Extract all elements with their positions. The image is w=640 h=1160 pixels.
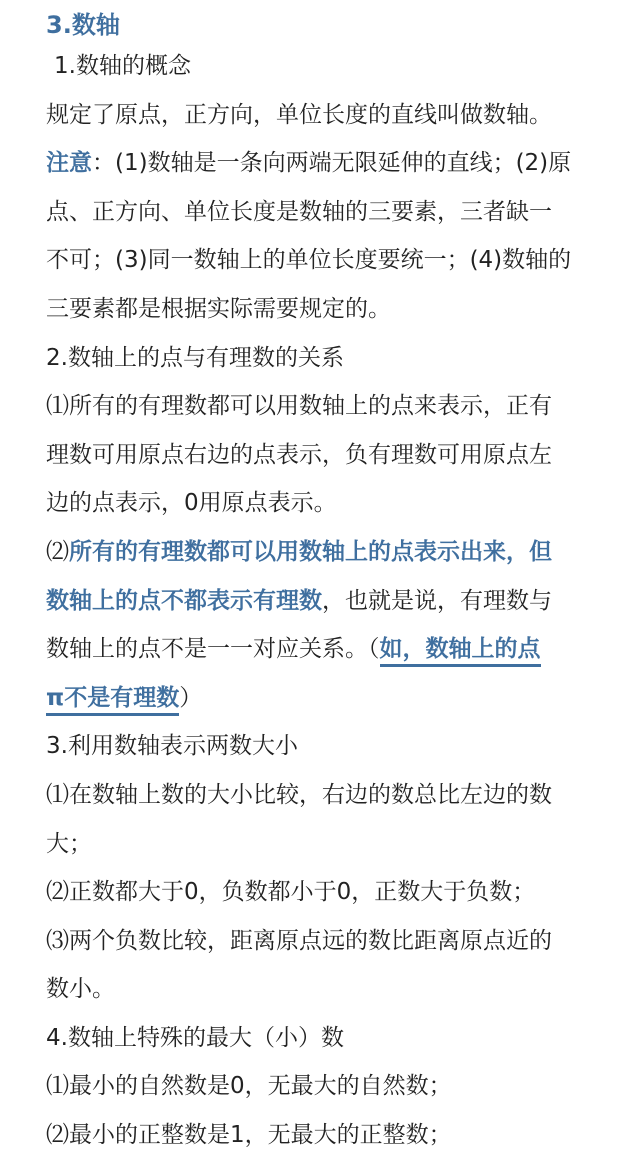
note-text: ：(1)数轴是一条向两端无限延伸的直线；(2)原	[92, 150, 572, 177]
definition-text: 规定了原点，正方向，单位长度的直线叫做数轴。	[46, 101, 552, 128]
underlined-highlight: π不是有理数	[46, 685, 179, 716]
paragraph-line	[46, 577, 610, 626]
item-number: ⑵	[46, 538, 69, 565]
paragraph-line: ⑴在数轴上数的大小比较，右边的数总比左边的数	[46, 781, 552, 808]
paragraph-line	[46, 625, 610, 674]
highlighted-text: 所有的有理数都可以用数轴上的点表示出来，但	[69, 538, 552, 565]
plain-text: 数轴上的点不是一一对应关系。（	[46, 636, 380, 663]
paragraph-line	[46, 528, 610, 577]
paragraph-line	[46, 674, 610, 723]
paragraph-line: ⑴所有的有理数都可以用数轴上的点来表示，正有	[46, 393, 552, 420]
plain-text: ，也就是说，有理数与	[322, 587, 552, 614]
paragraph-line: ⑴最小的自然数是0，无最大的自然数；	[46, 1073, 452, 1100]
note-line: 点、正方向、单位长度是数轴的三要素，三者缺一	[46, 198, 552, 225]
subsection-title-concept: 1.数轴的概念	[54, 53, 191, 79]
paragraph-line: ⑵最小的正整数是1，无最大的正整数；	[46, 1122, 452, 1149]
note-line: 不可；(3)同一数轴上的单位长度要统一；(4)数轴的	[46, 247, 572, 274]
highlighted-text: 数轴上的点不都表示有理数	[46, 587, 322, 614]
paragraph-line: ⑵正数都大于0，负数都小于0，正数大于负数；	[46, 879, 536, 906]
note-label: 注意	[46, 150, 92, 177]
paragraph-line: 边的点表示，0用原点表示。	[46, 490, 337, 517]
subsection-title-compare: 3.利用数轴表示两数大小	[46, 733, 298, 760]
paragraph-line: ⑶两个负数比较，距离原点远的数比距离原点近的	[46, 927, 552, 954]
subsection-title-special: 4.数轴上特殊的最大（小）数	[46, 1024, 344, 1051]
underlined-highlight: 如，数轴上的点	[380, 636, 541, 667]
subsection-title-relation: 2.数轴上的点与有理数的关系	[46, 344, 344, 371]
paragraph-line: 大；	[46, 830, 92, 857]
plain-text: ）	[179, 684, 203, 711]
paragraph-line: 理数可用原点右边的点表示，负有理数可用原点左	[46, 441, 552, 468]
note-line: 三要素都是根据实际需要规定的。	[46, 295, 391, 322]
section-heading: 3.数轴	[46, 11, 120, 39]
paragraph-line: 数小。	[46, 976, 115, 1003]
note-line	[46, 139, 610, 188]
